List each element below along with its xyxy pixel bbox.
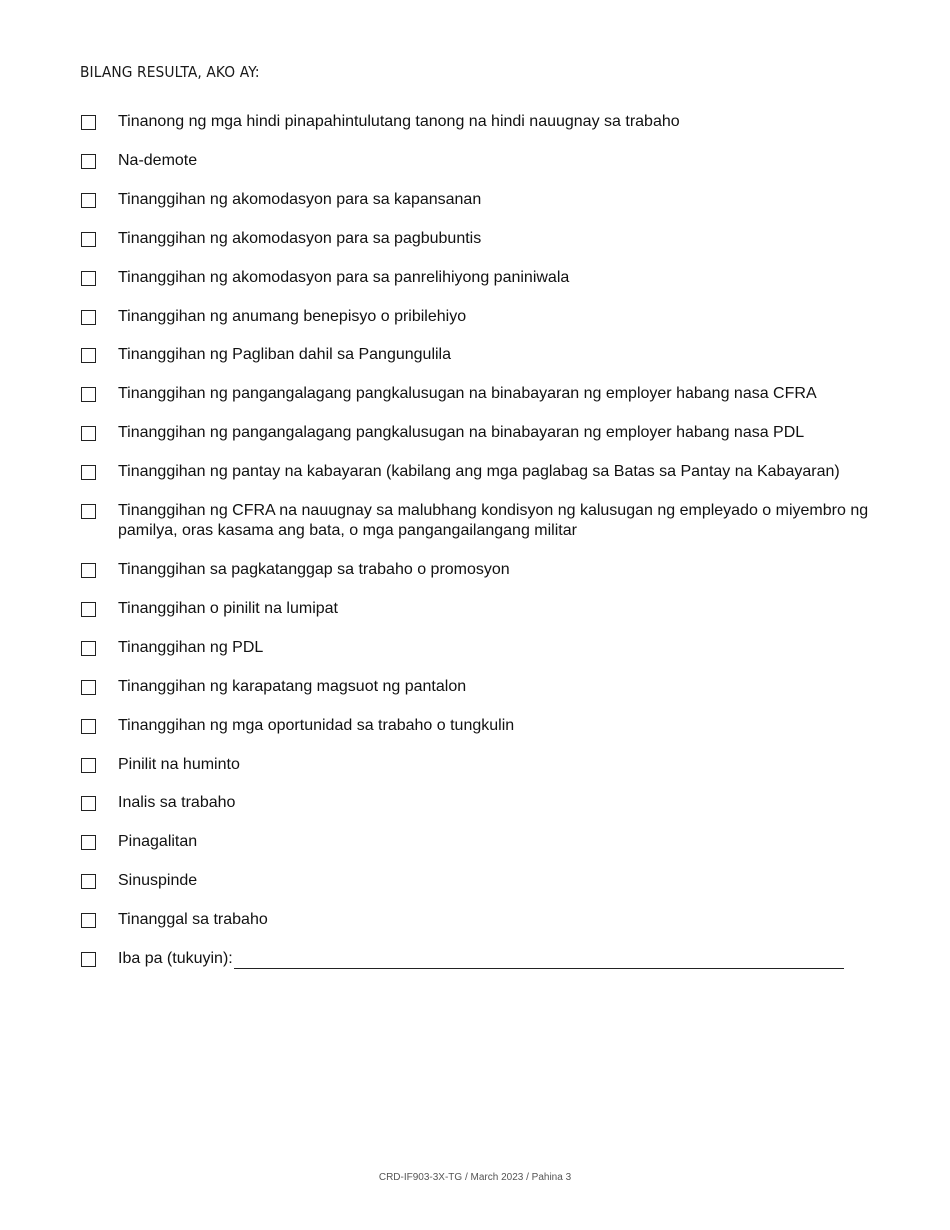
checkbox[interactable] — [81, 563, 96, 578]
checklist-item[interactable] — [81, 151, 881, 171]
checklist-item-label: Sinuspinde — [118, 872, 198, 889]
checklist-item-label: Tinanggihan sa pagkatanggap sa trabaho o promosyon — [118, 561, 510, 578]
checkbox[interactable] — [81, 641, 96, 656]
checklist-item-label: Tinanggihan ng akomodasyon para sa panrelihiyong paniniwala — [118, 269, 570, 286]
other-label-wrap — [118, 949, 844, 969]
checklist-item[interactable] — [81, 190, 881, 210]
checkbox[interactable] — [81, 426, 96, 441]
checklist-item[interactable] — [81, 638, 881, 658]
checklist-item[interactable] — [81, 599, 881, 619]
checkbox[interactable] — [81, 913, 96, 928]
checklist-item[interactable] — [81, 832, 881, 852]
checklist-item-label: Tinanggal sa trabaho — [118, 911, 268, 928]
checkbox[interactable] — [81, 719, 96, 734]
checkbox[interactable] — [81, 952, 96, 967]
checkbox[interactable] — [81, 387, 96, 402]
checklist-item[interactable] — [81, 423, 881, 443]
checkbox[interactable] — [81, 680, 96, 695]
checklist-item[interactable] — [81, 793, 881, 813]
checklist-item-label: Tinanggihan ng pangangalagang pangkalusugan na binabayaran ng employer habang nasa PDL — [118, 424, 805, 441]
checkbox[interactable] — [81, 310, 96, 325]
checklist-item-label: Pinagalitan — [118, 833, 198, 850]
checklist-item-label: Tinanggihan ng karapatang magsuot ng pantalon — [118, 678, 467, 695]
checkbox[interactable] — [81, 835, 96, 850]
checklist-item[interactable] — [81, 910, 881, 930]
checkbox[interactable] — [81, 874, 96, 889]
section-heading: BILANG RESULTA, AKO AY: — [80, 63, 260, 81]
checkbox[interactable] — [81, 758, 96, 773]
checklist-item[interactable] — [81, 501, 881, 541]
checklist-item-label: Na-demote — [118, 152, 198, 169]
checklist-item[interactable] — [81, 345, 881, 365]
page-footer: CRD-IF903-3X-TG / March 2023 / Pahina 3 — [378, 1172, 572, 1183]
checklist-item-label: Tinanggihan ng pangangalagang pangkalusugan na binabayaran ng employer habang nasa CFRA — [118, 385, 817, 402]
checkbox[interactable] — [81, 193, 96, 208]
checklist-item-label: Tinanggihan ng Pagliban dahil sa Pangungulila — [118, 346, 451, 363]
checkbox[interactable] — [81, 154, 96, 169]
checklist-item-label: Iba pa (tukuyin): — [118, 950, 233, 967]
checklist-item[interactable] — [81, 871, 881, 891]
checkbox[interactable] — [81, 504, 96, 519]
checkbox[interactable] — [81, 465, 96, 480]
checkbox[interactable] — [81, 602, 96, 617]
other-specify-field[interactable] — [234, 950, 844, 969]
checklist-item[interactable] — [81, 462, 881, 482]
checklist-item-label: Pinilit na huminto — [118, 756, 240, 773]
checklist-item[interactable] — [81, 112, 881, 132]
checklist-item-label: Tinanggihan ng CFRA na nauugnay sa malubhang kondisyon ng kalusugan ng empleyado o miyembro ng pamilya, oras kasama ang bata, o mga pangangailangang militar — [118, 502, 869, 539]
checkbox[interactable] — [81, 271, 96, 286]
checklist-item-label: Tinanggihan ng PDL — [118, 639, 264, 656]
checklist-item-label: Tinanong ng mga hindi pinapahintulutang tanong na hindi nauugnay sa trabaho — [118, 113, 680, 130]
checkbox[interactable] — [81, 348, 96, 363]
checklist-item-label: Tinanggihan ng pantay na kabayaran (kabilang ang mga paglabag sa Batas sa Pantay na Kabayaran) — [118, 463, 840, 480]
checklist-item-label: Tinanggihan ng anumang benepisyo o pribilehiyo — [118, 308, 467, 325]
checkbox[interactable] — [81, 232, 96, 247]
checklist-item-label: Inalis sa trabaho — [118, 794, 236, 811]
checklist-item-other[interactable] — [81, 949, 881, 969]
checklist-item[interactable] — [81, 268, 881, 288]
checklist-item-label: Tinanggihan ng akomodasyon para sa kapansanan — [118, 191, 482, 208]
checkbox[interactable] — [81, 115, 96, 130]
checklist-item[interactable] — [81, 716, 881, 736]
checklist-item[interactable] — [81, 677, 881, 697]
checklist-item[interactable] — [81, 560, 881, 580]
checkbox[interactable] — [81, 796, 96, 811]
checklist-item[interactable] — [81, 755, 881, 775]
checklist-item[interactable] — [81, 384, 881, 404]
checklist-item-label: Tinanggihan ng mga oportunidad sa trabaho o tungkulin — [118, 717, 515, 734]
checklist-item[interactable] — [81, 229, 881, 249]
checklist-item-label: Tinanggihan o pinilit na lumipat — [118, 600, 338, 617]
checklist-item[interactable] — [81, 307, 881, 327]
checklist-item-label: Tinanggihan ng akomodasyon para sa pagbubuntis — [118, 230, 482, 247]
